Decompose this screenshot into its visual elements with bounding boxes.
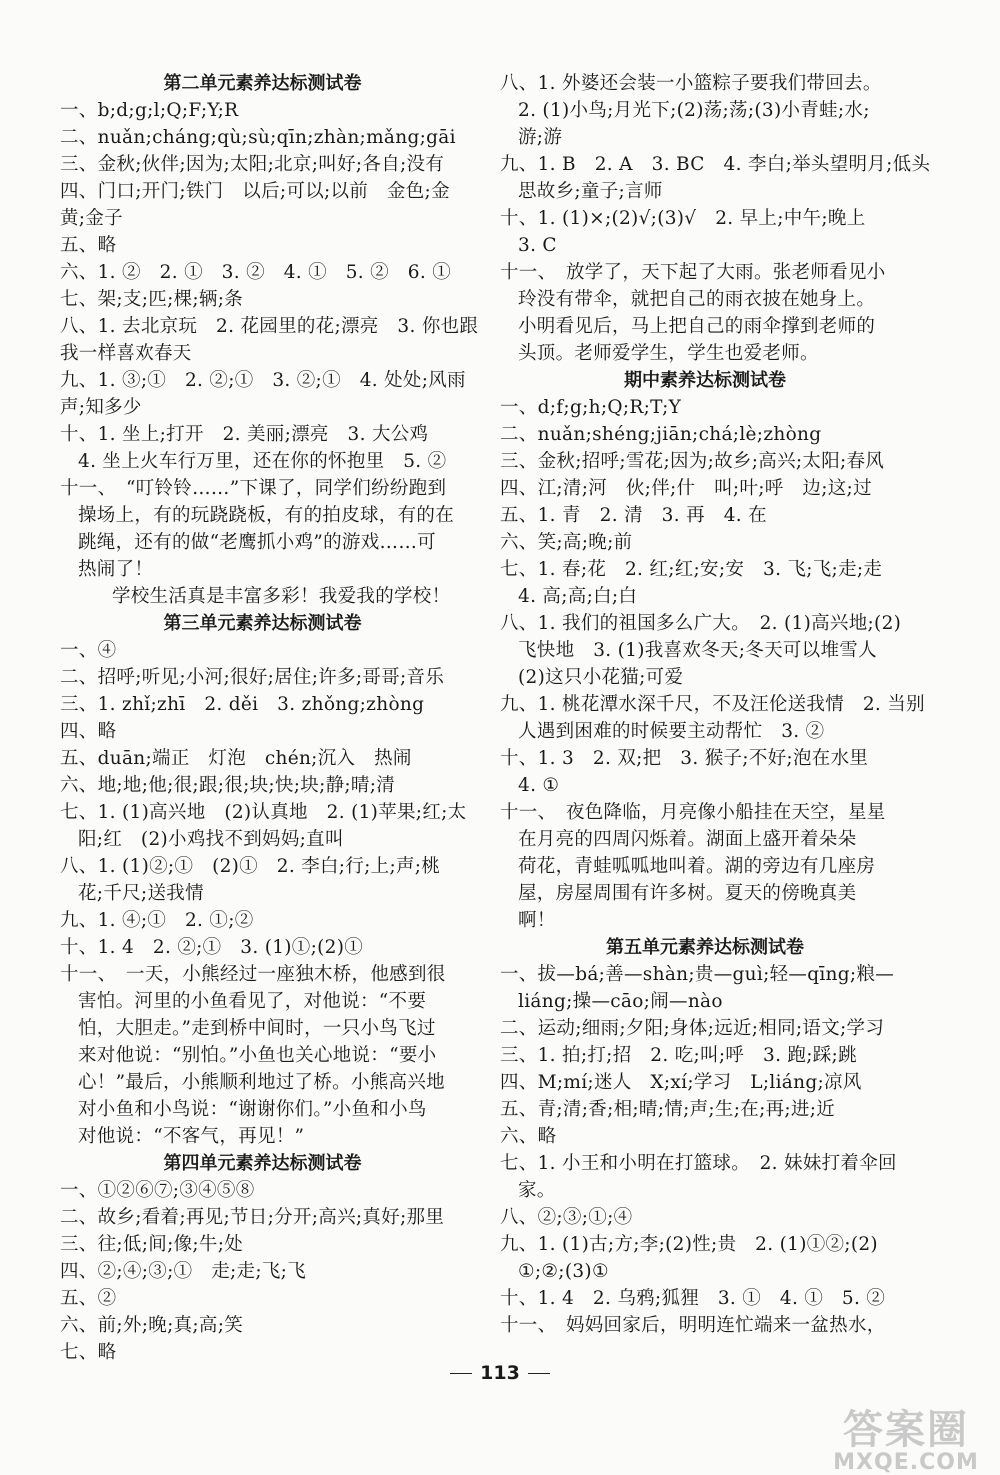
answer-line: ①;②;(3)① (518, 1261, 609, 1282)
answer-line: 九、1. 桃花潭水深千尺，不及汪伦送我情 2. 当别 (500, 694, 925, 715)
answer-line: 人遇到困难的时候要主动帮忙 3. ② (518, 721, 825, 742)
answer-line: 七、1. (1)高兴地 (2)认真地 2. (1)苹果;红;太 (60, 802, 467, 823)
answer-line: (2)这只小花猫;可爱 (518, 667, 684, 688)
answer-line: 阳;红 (2)小鸡找不到妈妈;直叫 (78, 829, 344, 850)
answer-line: 九、1. B 2. A 3. BC 4. 李白;举头望明月;低头 (500, 154, 931, 175)
section-title-unit3: 第三单元素养达标测试卷 (163, 613, 362, 634)
answer-line: 一、d;f;g;h;Q;R;T;Y (500, 397, 682, 418)
answer-line: 八、1. (1)②;① (2)① 2. 李白;行;上;声;桃 (60, 856, 441, 877)
left-column (60, 70, 479, 1366)
section-title-unit5: 第五单元素养达标测试卷 (606, 937, 804, 958)
answer-line: 跳绳，还有的做“老鹰抓小鸡”的游戏……可 (78, 532, 436, 553)
answer-line: 一、b;d;g;l;Q;F;Y;R (60, 100, 239, 121)
answer-line: 一、④ (60, 640, 117, 661)
answer-line: 四、略 (60, 721, 117, 742)
answer-line: 二、运动;细雨;夕阳;身体;远近;相同;语文;学习 (500, 1018, 885, 1039)
answer-line: 七、1. 春;花 2. 红;红;安;安 3. 飞;飞;走;走 (500, 559, 883, 580)
answer-line: 飞快地 3. (1)我喜欢冬天;冬天可以堆雪人 (518, 640, 877, 661)
answer-line: 五、② (60, 1288, 117, 1309)
answer-line: 九、1. ③;① 2. ②;① 3. ②;① 4. 处处;风雨 (60, 370, 466, 391)
answer-line: 六、地;地;他;很;跟;很;块;快;块;静;晴;清 (60, 775, 396, 796)
section-title-unit4: 第四单元素养达标测试卷 (163, 1153, 362, 1174)
answer-line: 六、笑;高;晚;前 (500, 532, 633, 553)
answer-line: 4. 高;高;白;白 (518, 586, 638, 607)
answer-line: 头顶。老师爱学生，学生也爱老师。 (518, 343, 819, 364)
answer-line: 我一样喜欢春天 (60, 343, 192, 364)
answer-line: 二、故乡;看着;再见;节日;分开;高兴;真好;那里 (60, 1207, 445, 1228)
answer-line: 十一、 夜色降临，月亮像小船挂在天空，星星 (500, 802, 886, 823)
answer-line: 心！”最后，小熊顺利地过了桥。小熊高兴地 (78, 1072, 445, 1093)
answer-line: 声;知多少 (60, 397, 142, 418)
answer-line: 三、1. zhǐ;zhī 2. děi 3. zhǒng;zhòng (60, 694, 425, 715)
answer-line: 三、往;低;间;像;牛;处 (60, 1234, 244, 1255)
section-title-midterm: 期中素养达标测试卷 (624, 370, 786, 391)
answer-line: 十一、 放学了，天下起了大雨。张老师看见小 (500, 262, 886, 283)
answer-line: 六、略 (500, 1126, 557, 1147)
answer-line: 四、江;清;河 伙;伴;什 叫;叶;呼 边;这;过 (500, 478, 872, 499)
answer-line: 九、1. (1)古;方;李;(2)性;贵 2. (1)①②;(2) (500, 1234, 878, 1255)
answer-line: 八、1. 去北京玩 2. 花园里的花;漂亮 3. 你也跟 (60, 316, 479, 337)
page-number-value: 113 (480, 1362, 520, 1384)
page-number-dash-left (450, 1373, 472, 1374)
answer-line: 三、金秋;伙伴;因为;太阳;北京;叫好;各自;没有 (60, 154, 445, 175)
section-title-unit2: 第二单元素养达标测试卷 (163, 73, 362, 94)
answer-line: 七、1. 小王和小明在打篮球。 2. 妹妹打着伞回 (500, 1153, 897, 1174)
answer-line: 五、青;清;香;相;晴;情;声;生;在;再;进;近 (500, 1099, 836, 1120)
answer-line: 小明看见后，马上把自己的雨伞撑到老师的 (518, 316, 876, 337)
answer-line: 学校生活真是丰富多彩！我爱我的学校！ (112, 586, 451, 607)
answer-line: 十一、 “叮铃铃……”下课了，同学们纷纷跑到 (60, 478, 447, 499)
answer-line: 黄;金子 (60, 208, 123, 229)
answer-line: 游;游 (518, 127, 563, 148)
answer-line: 玲没有带伞，就把自己的雨衣披在她身上。 (518, 289, 876, 310)
page-number-dash-right (528, 1373, 550, 1374)
answer-line: 2. (1)小鸟;月光下;(2)荡;荡;(3)小青蛙;水; (518, 100, 870, 121)
answer-line: 来对他说：“别怕。”小鱼也关心地说：“要小 (78, 1045, 437, 1066)
answer-line: 4. ① (518, 775, 560, 796)
answer-line: 操场上，有的玩跷跷板，有的拍皮球，有的在 (78, 505, 455, 526)
answer-line: 八、1. 外婆还会装一小篮粽子要我们带回去。 (500, 73, 882, 94)
answer-line: 十、1. 4 2. ②;① 3. (1)①;(2)① (60, 937, 364, 958)
answer-line: 五、略 (60, 235, 117, 256)
answer-line: 害怕。河里的小鱼看见了，对他说：“不要 (78, 991, 427, 1012)
answer-line: 六、1. ② 2. ① 3. ② 4. ① 5. ② 6. ① (60, 262, 451, 283)
answer-line: 四、M;mí;迷人 X;xí;学习 L;liáng;凉风 (500, 1072, 862, 1093)
answer-line: 十一、 妈妈回家后，明明连忙端来一盆热水， (500, 1315, 886, 1336)
answer-line: 十、1. 坐上;打开 2. 美丽;漂亮 3. 大公鸡 (60, 424, 429, 445)
answer-line: 二、nuǎn;cháng;qù;sù;qīn;zhàn;mǎng;gāi (60, 127, 456, 148)
answer-line: 思故乡;童子;言师 (518, 181, 663, 202)
answer-line: 在月亮的四周闪烁着。湖面上盛开着朵朵 (518, 829, 857, 850)
answer-line: 一、①②⑥⑦;③④⑤⑧ (60, 1180, 255, 1201)
answer-line: 家。 (518, 1180, 556, 1201)
answer-line: 十一、 一天，小熊经过一座独木桥，他感到很 (60, 964, 446, 985)
answer-line: 八、1. 我们的祖国多么广大。 2. (1)高兴地;(2) (500, 613, 902, 634)
answer-line: 六、前;外;晚;真;高;笑 (60, 1315, 244, 1336)
watermark-bottom-text: MXQE.COM (833, 1450, 979, 1475)
answer-line: 怕，大胆走。”走到桥中间时，一只小鸟飞过 (78, 1018, 436, 1039)
answer-line: 二、招呼;听见;小河;很好;居住;许多;哥哥;音乐 (60, 667, 445, 688)
page-number (0, 1362, 1000, 1384)
answer-line: liáng;操—cāo;闹—nào (518, 991, 723, 1012)
right-column (500, 70, 931, 1339)
answer-line: 四、门口;开门;铁门 以后;可以;以前 金色;金 (60, 181, 450, 202)
answer-line: 对小鱼和小鸟说：“谢谢你们。”小鱼和小鸟 (78, 1099, 427, 1120)
answer-line: 三、1. 拍;打;招 2. 吃;叫;呼 3. 跑;踩;跳 (500, 1045, 857, 1066)
answer-line: 花;千尺;送我情 (78, 883, 204, 904)
answer-line: 四、②;④;③;① 走;走;飞;飞 (60, 1261, 306, 1282)
answer-line: 啊！ (518, 910, 556, 931)
answer-line: 十、1. 3 2. 双;把 3. 猴子;不好;泡在水里 (500, 748, 869, 769)
answer-line: 4. 坐上火车行万里，还在你的怀抱里 5. ② (78, 451, 447, 472)
answer-line: 五、duān;端正 灯泡 chén;沉入 热闹 (60, 748, 412, 769)
answer-line: 屋，房屋周围有许多树。夏天的傍晚真美 (518, 883, 857, 904)
answer-line: 热闹了！ (78, 559, 154, 580)
answer-line: 七、略 (60, 1342, 117, 1363)
answer-line: 一、拔—bá;善—shàn;贵—guì;轻—qīng;粮— (500, 964, 895, 985)
answer-line: 七、架;支;匹;棵;辆;条 (60, 289, 244, 310)
watermark-logo (826, 1408, 986, 1474)
answer-line: 五、1. 青 2. 清 3. 再 4. 在 (500, 505, 767, 526)
answer-line: 3. C (518, 235, 557, 256)
answer-line: 荷花，青蛙呱呱地叫着。湖的旁边有几座房 (518, 856, 876, 877)
answer-line: 对他说：“不客气，再见！” (78, 1126, 305, 1147)
answer-line: 二、nuǎn;shéng;jiān;chá;lè;zhòng (500, 424, 822, 445)
answer-line: 八、②;③;①;④ (500, 1207, 633, 1228)
answer-line: 十、1. (1)×;(2)√;(3)√ 2. 早上;中午;晚上 (500, 208, 866, 229)
answer-line: 三、金秋;招呼;雪花;因为;故乡;高兴;太阳;春风 (500, 451, 885, 472)
watermark-top-text: 答案圈 (843, 1407, 969, 1453)
answer-line: 十、1. 4 2. 乌鸦;狐狸 3. ① 4. ① 5. ② (500, 1288, 886, 1309)
answer-line: 九、1. ④;① 2. ①;② (60, 910, 254, 931)
